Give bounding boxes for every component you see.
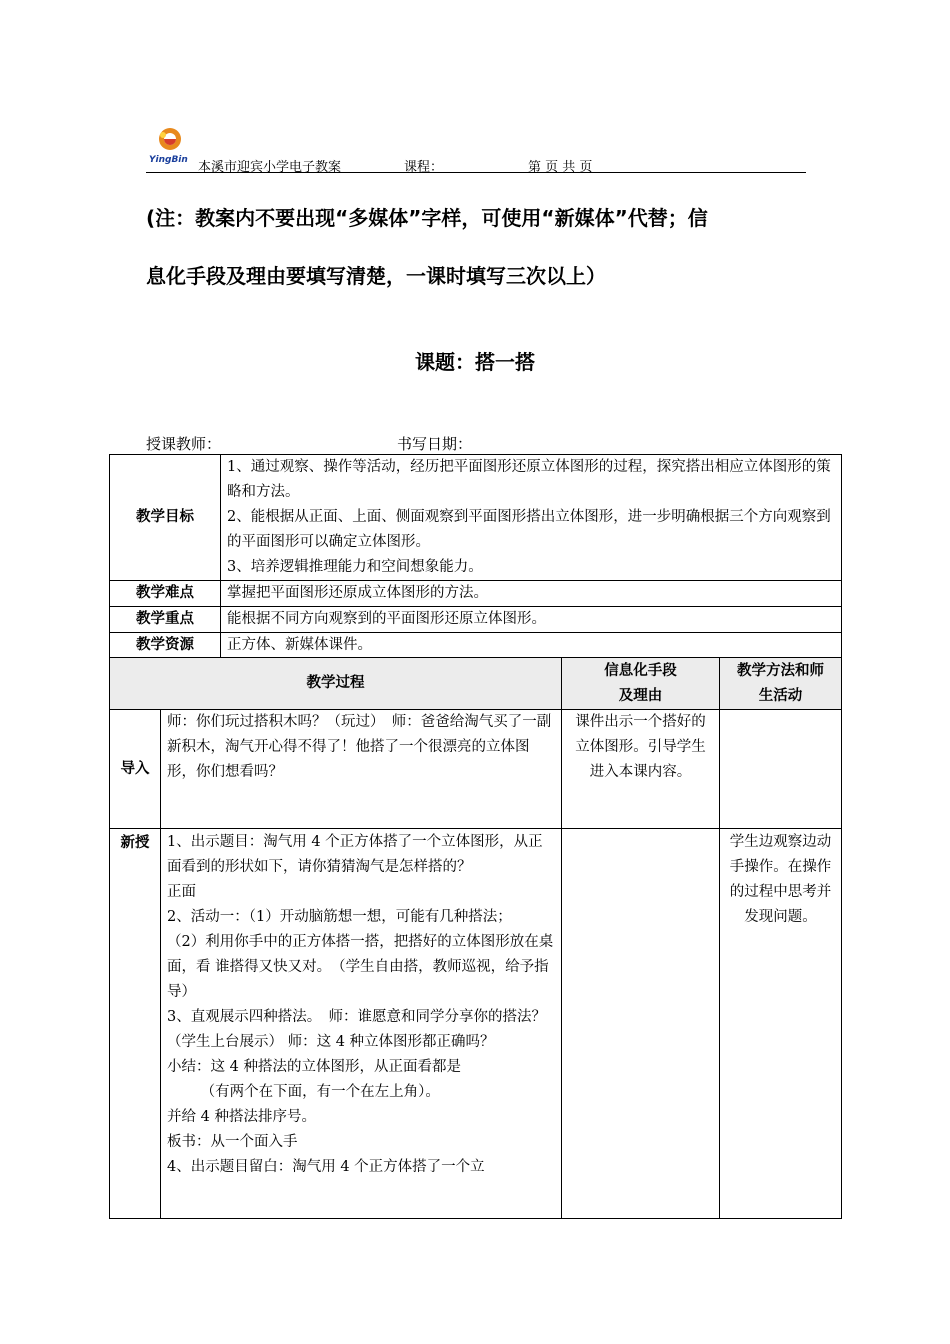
- intro-row: [110, 710, 842, 829]
- difficulty-row: [110, 581, 842, 607]
- content-line: 4、出示题目留白：淘气用 4 个正方体搭了一个立: [167, 1159, 485, 1175]
- resources-value: 正方体、新媒体课件。: [221, 633, 842, 659]
- course-label: 课程：: [404, 160, 444, 175]
- new-lesson-content: [161, 829, 592, 1219]
- intro-info-means: 课件出示一个搭好的立体图形。引导学生进入本课内容。: [562, 710, 720, 829]
- page-count: 第 页 共 页: [528, 160, 593, 175]
- info-means-column-header: [562, 658, 720, 710]
- header-rule: [146, 172, 806, 173]
- info-means-header-line: 信息化手段: [604, 662, 677, 679]
- process-column-header: 教学过程: [110, 658, 562, 710]
- resources-label: 教学资源: [110, 633, 221, 659]
- content-line: 并给 4 种搭法排序号。: [167, 1109, 316, 1125]
- info-means-header-line: 及理由: [618, 687, 663, 704]
- difficulty-value: 掌握把平面图形还原成立体图形的方法。: [221, 581, 842, 607]
- teaching-process-table: [109, 657, 842, 1219]
- intro-label: 导入: [110, 710, 161, 829]
- date-label: 书写日期：: [397, 435, 473, 453]
- difficulty-label: 教学难点: [110, 581, 221, 607]
- goal-item: 3、培养逻辑推理能力和空间想象能力。: [227, 559, 483, 575]
- method-header-line: 教学方法和师: [737, 662, 824, 679]
- key-label: 教学重点: [110, 607, 221, 633]
- logo-text: YingBin: [149, 155, 188, 165]
- method-column-header: [720, 658, 842, 710]
- note-line-2: 息化手段及理由要填写清楚，一课时填写三次以上）: [146, 264, 606, 288]
- new-lesson-label: 新授: [110, 829, 161, 1219]
- method-header-line: 生活动: [758, 687, 803, 704]
- new-lesson-info-means: [562, 829, 720, 1219]
- intro-method: [720, 710, 842, 829]
- goal-item: 1、通过观察、操作等活动，经历把平面图形还原立体图形的过程，探究搭出相应立体图形的策略和方法。: [227, 459, 831, 500]
- content-line: 小结：这 4 种搭法的立体图形，从正面看都是: [167, 1059, 461, 1075]
- key-row: [110, 607, 842, 633]
- goal-item: 2、能根据从正面、上面、侧面观察到平面图形搭出立体图形，进一步明确根据三个方向观察到的平面图形可以确定立体图形。: [227, 509, 831, 550]
- goals-cell: [221, 455, 842, 581]
- content-line: （有两个在下面，有一个在左上角）。: [167, 1084, 440, 1100]
- new-lesson-row: [110, 829, 842, 1219]
- content-line: 2、活动一：（1）开动脑筋想一想，可能有几种搭法； （2）利用你手中的正方体搭一搭，把搭好的立体图形放在桌面，看 谁搭得又快又对。 （学生自由搭，教师巡视，给予指导）: [167, 909, 592, 1000]
- note-line-1: (注：教案内不要出现“多媒体”字样，可使用“新媒体”代替；信: [146, 206, 708, 230]
- intro-content: 师：你们玩过搭积木吗？（玩过） 师：爸爸给淘气买了一副新积木，淘气开心得不得了！他搭了一个很漂亮的立体图形，你们想看吗？: [161, 710, 562, 829]
- school-name: 本溪市迎宾小学电子教案: [198, 160, 342, 175]
- goals-label: 教学目标: [110, 455, 221, 581]
- goals-row: [110, 455, 842, 581]
- teacher-label: 授课教师：: [146, 435, 222, 453]
- content-line: 3、直观展示四种搭法。 师：谁愿意和同学分享你的搭法？（学生上台展示） 师：这 4 种立体图形都正确吗？: [167, 1009, 546, 1050]
- content-line: 板书：从一个面入手: [167, 1134, 298, 1150]
- school-logo: [148, 126, 194, 166]
- resources-row: [110, 633, 842, 659]
- lesson-info-table: [109, 454, 842, 659]
- content-line: 1、出示题目：淘气用 4 个正方体搭了一个立体图形，从正面看到的形状如下，请你猜猜淘气是怎样搭的？ 正面: [167, 834, 573, 900]
- key-value: 能根据不同方向观察到的平面图形还原立体图形。: [221, 607, 842, 633]
- lesson-title: 课题：搭一搭: [415, 350, 535, 374]
- new-lesson-method: 学生边观察边动手操作。在操作的过程中思考并发现问题。: [720, 829, 842, 1219]
- process-header-row: [110, 658, 842, 710]
